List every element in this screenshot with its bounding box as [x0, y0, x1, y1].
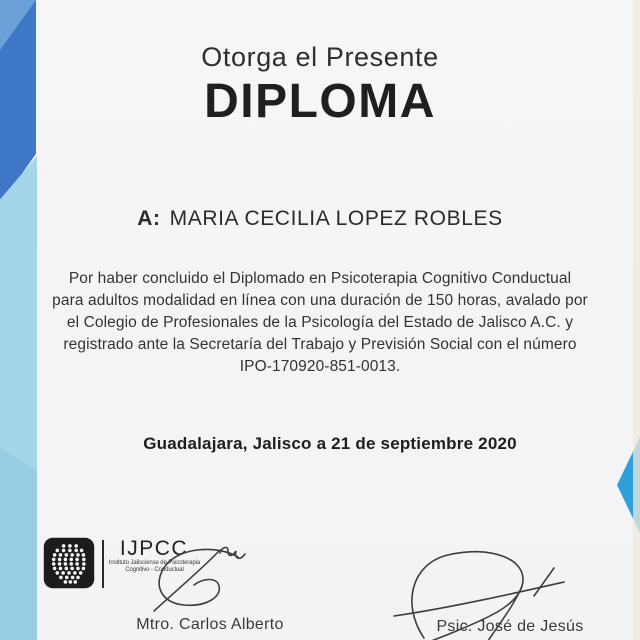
presenter-line: Otorga el Presente — [201, 42, 439, 72]
recipient-line — [0, 207, 640, 231]
date-line: Guadalajara, Jalisco a 21 de septiembre 2020 — [143, 434, 517, 453]
issuer-name-line1: Instituto Jalisciense de Psicoterapia — [108, 560, 201, 566]
left-cyan-shade-overlay-shape — [0, 448, 37, 640]
signatory-name-left: Mtro. Carlos Alberto — [136, 616, 284, 633]
body-line: IPO-170920-851-0013. — [239, 358, 401, 375]
recipient-name: MARIA CECILIA LOPEZ ROBLES — [169, 207, 503, 230]
body-line: el Colegio de Profesionales de la Psicología del Estado de Jalisco A.C. y — [66, 314, 574, 331]
body-line: para adultos modalidad en línea con una duración de 150 horas, avalado por — [52, 292, 588, 309]
issuer-acronym: IJPCC — [119, 537, 189, 560]
body-paragraph — [30, 268, 610, 378]
recipient-prefix: A: — [137, 207, 161, 230]
issuer-name-line2: Cognitivo - Conductual — [125, 567, 184, 573]
signatory-name-right: Psic. José de Jesús — [436, 618, 584, 635]
diploma-title: DIPLOMA — [204, 75, 436, 128]
body-line: registrado ante la Secretaría del Trabajo y Previsión Social con el número — [63, 336, 577, 353]
signature-left-stroke — [122, 543, 264, 623]
body-line: Por haber concluido el Diplomado en Psicoterapia Cognitivo Conductual — [68, 270, 572, 287]
